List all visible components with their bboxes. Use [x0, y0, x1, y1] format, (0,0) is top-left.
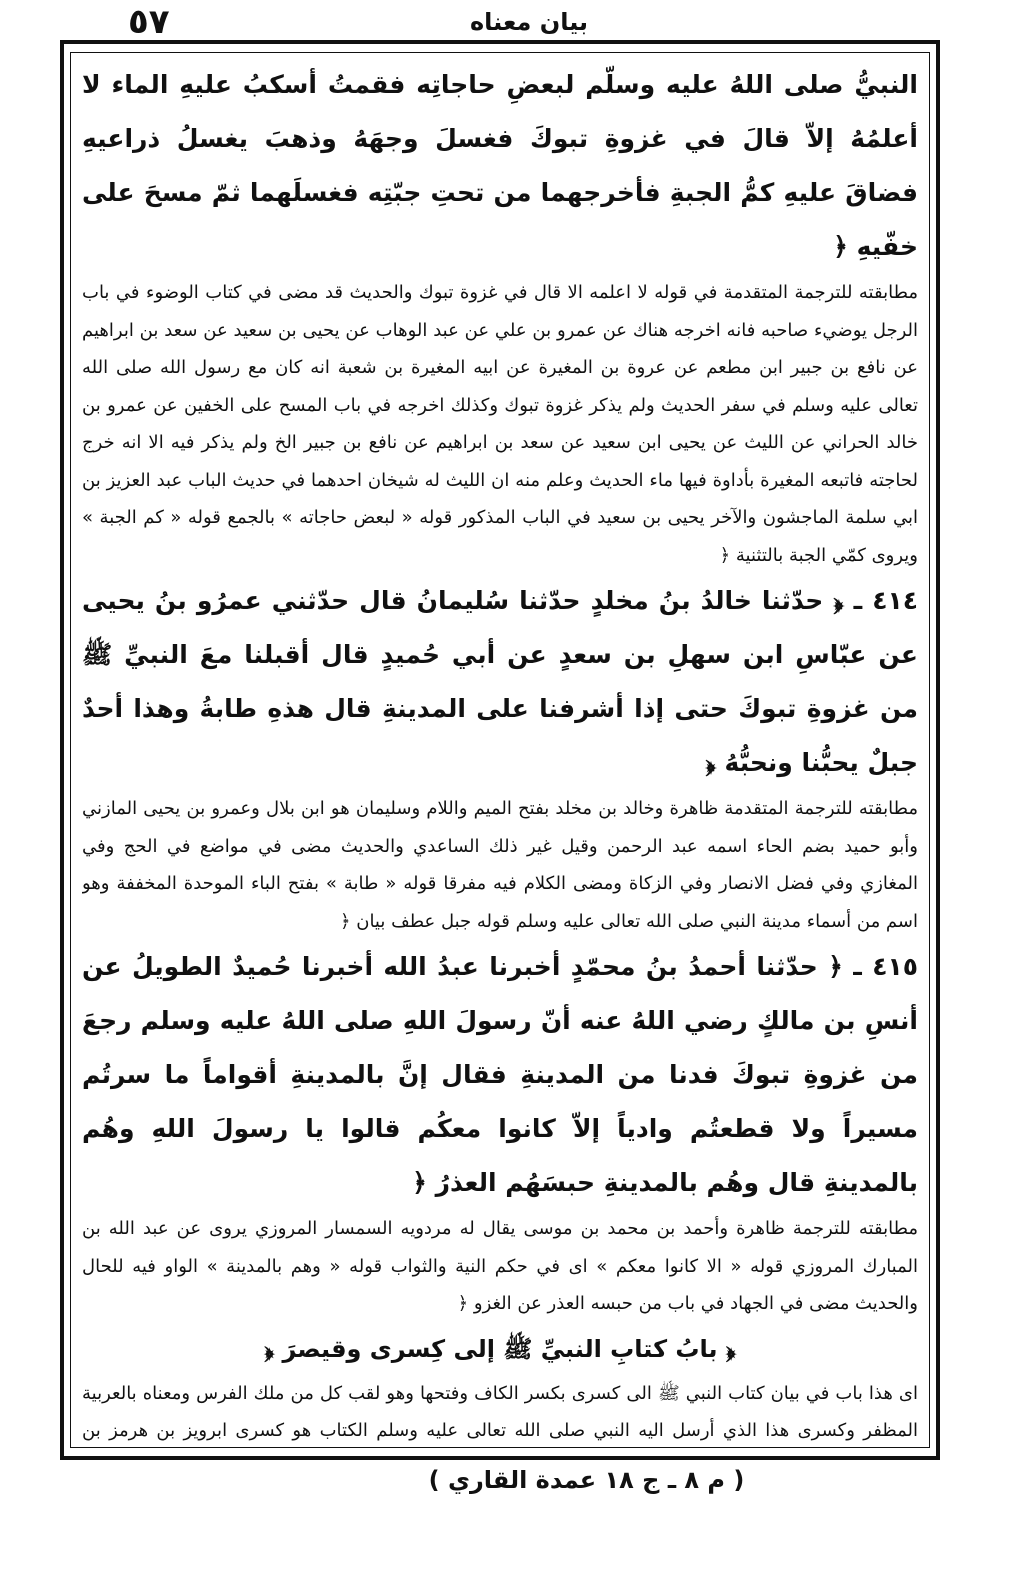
hadith-text: ٤١٥ ـ ﴿ حدّثنا أحمدُ بنُ محمّدٍ أخبرنا عبدُ الله أخبرنا حُميدٌ الطويلُ عن أنسِ بن مالكٍ رضي اللهُ عنه أنّ رسولَ اللهِ صلى اللهُ عليه وسلم رجعَ من غزوةِ تبوكَ فدنا من المدينةِ فقال إنَّ بالمدينةِ أقواماً ما سرتُم مسيراً ولا قطعتُم وادياً إلاّ كانوا معكُم قالوا يا رسولَ اللهِ وهُم بالمدينةِ قال وهُم بالمدينةِ حبسَهُم العذرُ ﴿ — [82, 952, 918, 1197]
hadith-text: النبيُّ صلى اللهُ عليه وسلّم لبعضِ حاجاتِه فقمتُ أسكبُ عليهِ الماء لا أعلمُهُ إلاّ قالَ في غزوةِ تبوكَ فغسلَ وجهَهُ وذهبَ يغسلُ ذراعيهِ فضاقَ عليهِ كمُّ الجبةِ فأخرجهما من تحتِ جبّتِه فغسلَهما ثمّ مسحَ على خفّيهِ ﴿ — [82, 70, 918, 261]
page-body — [82, 58, 918, 1442]
page-number: ٥٧ — [128, 2, 170, 42]
page-header — [0, 0, 1033, 44]
signature-mark: ( م ٨ ـ ج ١٨ عمدة القاري ) — [428, 1466, 745, 1494]
commentary-paragraph: اى هذا باب في بيان كتاب النبي ﷺ الى كسرى بكسر الكاف وفتحها وهو لقب كل من ملك الفرس ومعناه بالعربية المظفر وكسرى هذا الذي أرسل اليه النبي صلى الله تعالى عليه وسلم الكتاب هو كسرى ابرويز بن هرمز بن — [82, 1382, 918, 1441]
commentary-paragraph: مطابقته للترجمة المتقدمة في قوله لا اعلمه الا قال في غزوة تبوك والحديث قد مضى في كتاب الوضوء في باب الرجل يوضيء صاحبه فانه اخرجه هناك عن عمرو بن علي عن عبد الوهاب عن يحيى بن سعيد عن سعد بن ابراهيم عن نافع بن جبير ابن مطعم عن عروة بن المغيرة عن ابيه المغيرة بن شعبة انه كان مع رسول الله صلى الله تعالى عليه وسلم في سفر الحديث ولم يذكر غزوة تبوك وكذلك اخرجه في باب المسح على الخفين عن عمرو بن خالد الحراني عن الليث عن يحيى ابن سعيد عن سعد بن ابراهيم عن نافع بن جبير الخ ولم يذكر فيه الا انه خرج لحاجته فاتبعه المغيرة بأداوة فيها ماء الحديث وعلم منه ان الليث له شيخان احدهما في حديث الباب عبد العزيز بن ابي سلمة الماجشون والآخر يحيى بن سعيد في الباب المذكور قوله « لبعض حاجاته » بالجمع قوله « كم الجبة » ويروى كمّي الجبة بالتثنية ﴿ — [82, 282, 918, 566]
page-footer — [0, 1466, 1033, 1494]
commentary-paragraph: مطابقته للترجمة ظاهرة وأحمد بن محمد بن موسى يقال له مردويه السمسار المروزي يروى عن عبد الله بن المبارك المروزي قوله « الا كانوا معكم » اى في حكم النية والثواب قوله « وهم بالمدينة » الواو فيه للحال والحديث مضى في الجهاد في باب من حبسه العذر عن الغزو ﴿ — [82, 1218, 918, 1314]
hadith-text: ٤١٤ ـ ﴿ حدّثنا خالدُ بنُ مخلدٍ حدّثنا سُليمانُ قال حدّثني عمرُو بنُ يحيى عن عبّاسِ ابن سهلِ بن سعدٍ عن أبي حُميدٍ قال أقبلنا معَ النبيِّ ﷺ من غزوةِ تبوكَ حتى إذا أشرفنا على المدينةِ قال هذهِ طابةُ وهذا أحدٌ جبلٌ يحبُّنا ونحبُّهُ ﴿ — [82, 586, 918, 777]
chapter-heading: ﴿ بابُ كتابِ النبيِّ ﷺ إلى كِسرى وقيصرَ ﴿ — [264, 1334, 736, 1363]
running-title: بيان معناه — [470, 8, 589, 36]
commentary-paragraph: مطابقته للترجمة المتقدمة ظاهرة وخالد بن مخلد بفتح الميم واللام وسليمان هو ابن بلال وعمرو بن يحيى المازني وأبو حميد بضم الحاء اسمه عبد الرحمن وقيل غير ذلك الساعدي والحديث مضى في مواضع في الحج وفي المغازي وفي فضل الانصار وفي الزكاة ومضى الكلام فيه مفرقا قوله « طابة » بفتح الباء الموحدة المخففة وهو اسم من أسماء مدينة النبي صلى الله تعالى عليه وسلم قوله جبل عطف بيان ﴿ — [82, 798, 918, 932]
